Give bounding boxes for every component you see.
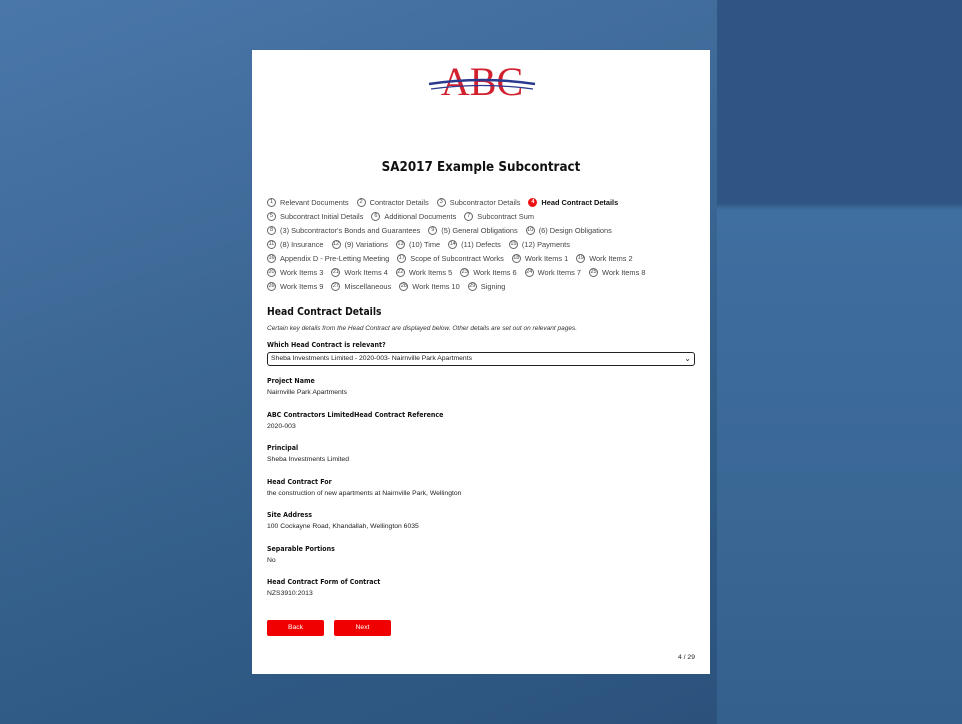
step-link[interactable] xyxy=(267,198,349,207)
step-link[interactable] xyxy=(448,240,501,249)
step-link[interactable] xyxy=(525,268,581,277)
step-link[interactable] xyxy=(528,198,618,207)
next-button[interactable]: Next xyxy=(334,620,391,636)
step-number-icon: 7 xyxy=(464,212,473,221)
field-label: ABC Contractors LimitedHead Contract Reference xyxy=(267,411,444,419)
step-link[interactable] xyxy=(267,254,389,263)
step-link[interactable] xyxy=(396,268,452,277)
step-label: (6) Design Obligations xyxy=(538,225,612,235)
step-link[interactable] xyxy=(357,198,429,207)
field-label: Site Address xyxy=(267,511,312,519)
step-label: (11) Defects xyxy=(461,239,501,249)
step-label: Work Items 5 xyxy=(408,267,453,277)
step-label: (10) Time xyxy=(408,239,441,249)
field-site-address xyxy=(267,511,419,530)
step-number-icon: 5 xyxy=(267,212,276,221)
step-label: (12) Payments xyxy=(521,239,570,249)
step-link[interactable] xyxy=(526,226,612,235)
step-label: Work Items 10 xyxy=(412,281,460,291)
step-link[interactable] xyxy=(371,212,456,221)
step-link[interactable] xyxy=(396,240,440,249)
step-label: Signing xyxy=(480,281,506,291)
section-intro: Certain key details from the Head Contract are displayed below. Other details are set out on relevant pages. xyxy=(267,325,578,332)
step-number-icon: 9 xyxy=(428,226,437,235)
field-principal xyxy=(267,444,349,463)
step-number-icon: 11 xyxy=(268,241,275,247)
step-label: Miscellaneous xyxy=(344,281,392,291)
step-link[interactable] xyxy=(512,254,568,263)
step-link[interactable] xyxy=(331,282,391,291)
section-title: Head Contract Details xyxy=(267,306,382,318)
step-label: (9) Variations xyxy=(344,239,388,249)
step-link[interactable] xyxy=(468,282,506,291)
step-link[interactable] xyxy=(460,268,516,277)
step-label: (3) Subcontractor's Bonds and Guarantees xyxy=(280,225,421,235)
abc-logo xyxy=(427,62,537,102)
field-value: No xyxy=(267,557,276,564)
step-link[interactable] xyxy=(589,268,645,277)
step-link[interactable] xyxy=(331,268,387,277)
step-number-icon: 19 xyxy=(577,255,584,261)
field-value: 2020-003 xyxy=(267,423,296,430)
field-value: 100 Cockayne Road, Khandallah, Wellington 6035 xyxy=(267,523,419,530)
step-label: Subcontractor Details xyxy=(449,197,521,207)
back-button[interactable]: Back xyxy=(267,620,324,636)
step-link[interactable] xyxy=(576,254,632,263)
step-label: Work Items 3 xyxy=(280,267,324,277)
step-row xyxy=(267,237,697,251)
field-value: the construction of new apartments at Nairnville Park, Wellington xyxy=(267,490,462,497)
step-row xyxy=(267,279,697,293)
step-row xyxy=(267,195,697,209)
background-panel xyxy=(717,0,962,724)
step-link[interactable] xyxy=(267,240,324,249)
step-link[interactable] xyxy=(267,268,323,277)
head-contract-question: Which Head Contract is relevant? xyxy=(267,341,386,349)
chevron-down-icon: ⌄ xyxy=(684,354,691,363)
step-link[interactable] xyxy=(332,240,388,249)
field-label: Head Contract For xyxy=(267,478,332,486)
step-link[interactable] xyxy=(464,212,534,221)
step-number-icon: 16 xyxy=(268,255,275,261)
head-contract-select-value: Sheba Investments Limited - 2020-003- Nairnville Park Apartments xyxy=(271,355,472,362)
field-project-name xyxy=(267,377,347,396)
step-number-icon: 18 xyxy=(513,255,520,261)
step-label: Work Items 2 xyxy=(589,253,633,263)
step-link[interactable] xyxy=(437,198,521,207)
step-link[interactable] xyxy=(267,282,323,291)
step-link[interactable] xyxy=(428,226,517,235)
step-label: Subcontract Sum xyxy=(477,211,534,221)
step-label: Appendix D - Pre-Letting Meeting xyxy=(280,253,390,263)
step-label: (8) Insurance xyxy=(280,239,324,249)
step-label: Work Items 8 xyxy=(602,267,646,277)
field-label: Head Contract Form of Contract xyxy=(267,578,381,586)
step-label: Work Items 7 xyxy=(537,267,582,277)
logo-text: ABC xyxy=(440,62,524,102)
step-number-icon: 13 xyxy=(397,241,404,247)
step-link[interactable] xyxy=(509,240,570,249)
head-contract-select[interactable] xyxy=(267,352,695,366)
step-row xyxy=(267,223,697,237)
step-label: Work Items 4 xyxy=(344,267,388,277)
field-label: Project Name xyxy=(267,377,315,385)
field-form-of-contract xyxy=(267,578,393,597)
step-label: Subcontract Initial Details xyxy=(280,211,364,221)
step-label: Additional Documents xyxy=(384,211,457,221)
step-number-icon: 8 xyxy=(267,226,276,235)
step-number-icon: 20 xyxy=(268,269,275,275)
step-number-icon: 6 xyxy=(371,212,380,221)
step-label: Contractor Details xyxy=(369,197,429,207)
step-link[interactable] xyxy=(267,212,363,221)
field-separable-portions xyxy=(267,545,342,564)
step-number-icon: 17 xyxy=(398,255,405,261)
step-row xyxy=(267,265,697,279)
step-label: Scope of Subcontract Works xyxy=(410,253,504,263)
step-label: Work Items 1 xyxy=(524,253,569,263)
step-number-icon: 12 xyxy=(332,241,340,247)
step-label: Relevant Documents xyxy=(280,197,349,207)
step-number-icon: 29 xyxy=(469,283,476,289)
step-row xyxy=(267,209,697,223)
step-number-icon: 23 xyxy=(461,269,468,275)
step-number-icon: 22 xyxy=(397,269,404,275)
step-label: Work Items 6 xyxy=(473,267,517,277)
step-label: Head Contract Details xyxy=(541,197,619,207)
step-row xyxy=(267,251,697,265)
form-card xyxy=(252,50,710,674)
step-link[interactable] xyxy=(399,282,460,291)
field-label: Separable Portions xyxy=(267,545,335,553)
field-value: Nairnville Park Apartments xyxy=(267,389,348,396)
field-head-contract-for xyxy=(267,478,461,497)
step-number-icon: 24 xyxy=(526,269,533,275)
step-label: (5) General Obligations xyxy=(441,225,518,235)
step-number-icon: 26 xyxy=(268,283,275,289)
step-number-icon: 2 xyxy=(357,198,366,207)
step-number-icon: 28 xyxy=(400,283,407,289)
step-number-icon: 4 xyxy=(528,198,537,207)
step-number-icon: 27 xyxy=(332,283,339,289)
step-link[interactable] xyxy=(267,226,420,235)
page-title: SA2017 Example Subcontract xyxy=(381,160,581,175)
page-counter: 4 / 29 xyxy=(677,654,695,661)
field-value: Sheba Investments Limited xyxy=(267,456,349,463)
step-number-icon: 3 xyxy=(437,198,446,207)
step-number-icon: 14 xyxy=(449,241,456,247)
step-navigation xyxy=(267,195,697,293)
step-number-icon: 15 xyxy=(510,241,517,247)
step-number-icon: 25 xyxy=(590,269,597,275)
field-value: NZS3910:2013 xyxy=(267,590,313,597)
step-label: Work Items 9 xyxy=(280,281,324,291)
step-link[interactable] xyxy=(397,254,504,263)
step-number-icon: 1 xyxy=(267,198,276,207)
field-head-contract-reference xyxy=(267,411,463,430)
step-number-icon: 21 xyxy=(332,269,339,275)
step-number-icon: 10 xyxy=(527,227,534,233)
field-label: Principal xyxy=(267,444,299,452)
